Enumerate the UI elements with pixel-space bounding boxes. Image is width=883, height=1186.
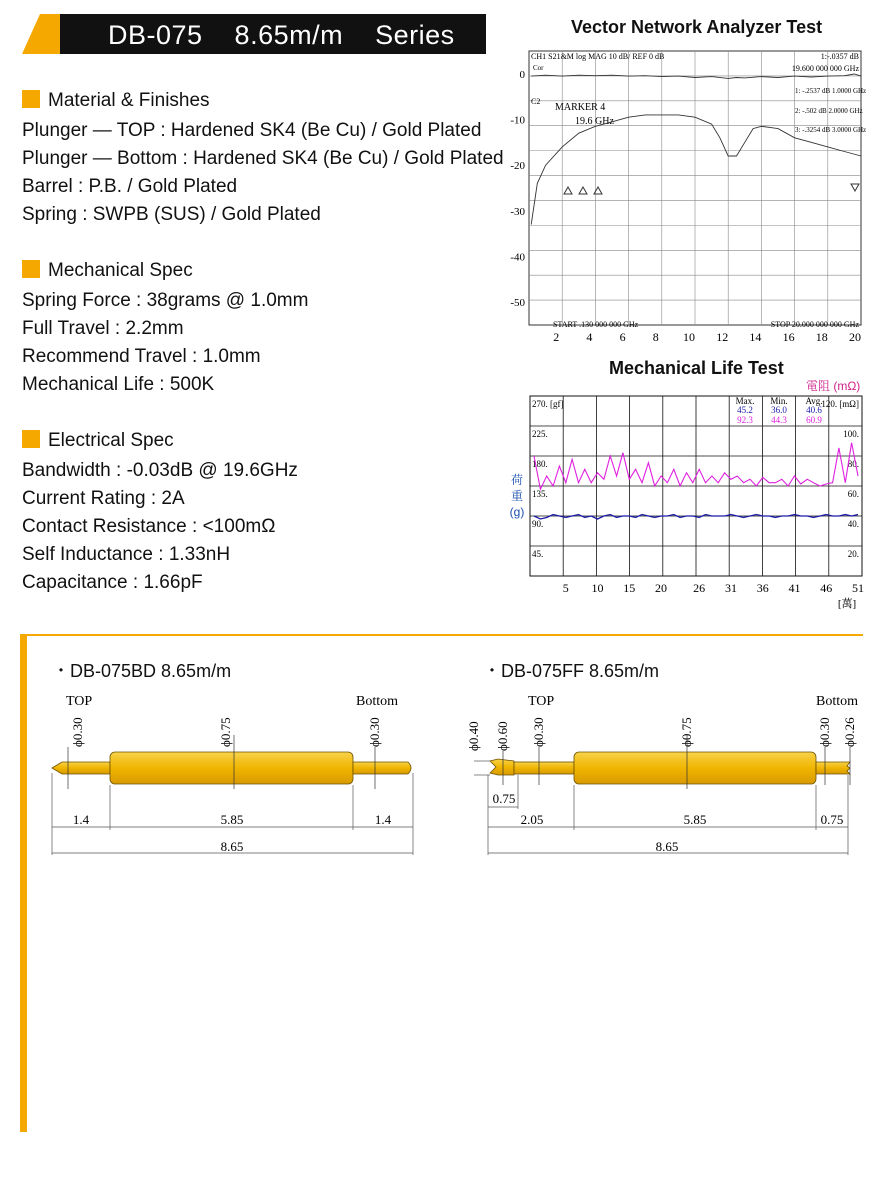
spec-line: Mechanical Life : 500K [22, 374, 215, 395]
length-label: 0.75 [820, 812, 844, 827]
drawing-title-bd: ・DB-075BD 8.65m/m [52, 661, 232, 681]
electrical-section [22, 429, 298, 597]
left-tick-label: 90. [532, 519, 544, 529]
barrel [574, 752, 816, 784]
vna-marker-3: 3: -.3254 dB 3.0000 GHz [795, 126, 867, 134]
left-tick-label: 225. [532, 429, 548, 439]
spec-line: Contact Resistance : <100mΩ [22, 516, 276, 537]
bottom-plunger [353, 762, 411, 774]
total-length-label: 8.65 [220, 839, 244, 854]
spec-line: Full Travel : 2.2mm [22, 318, 184, 339]
x-tick-label: 4 [586, 330, 593, 344]
x-tick-label: 31 [724, 581, 737, 595]
life-x-ticks [563, 581, 864, 595]
divider-vertical [20, 634, 27, 1132]
length-label: 1.4 [374, 812, 392, 827]
stat-header-min: Min. [770, 396, 788, 406]
spec-line: Spring Force : 38grams @ 1.0mm [22, 290, 309, 311]
section-heading-mechanical: Mechanical Spec [22, 259, 308, 283]
spec-line: Self Inductance : 1.33nH [22, 544, 231, 565]
bottom-label: Bottom [356, 694, 399, 709]
y-tick-label: 0 [519, 68, 525, 81]
spec-line: Current Rating : 2A [22, 488, 185, 509]
probe-drawing-bd [40, 685, 430, 865]
spec-line: Recommend Travel : 1.0mm [22, 346, 261, 367]
vna-chart [505, 46, 867, 346]
stat-header-max: Max. [735, 396, 755, 406]
x-tick-label: 15 [623, 581, 636, 595]
right-tick-label: 100. [843, 429, 859, 439]
length-label: 2.05 [520, 812, 544, 827]
vna-y-ticks [510, 69, 525, 309]
life-x-unit: [萬] [837, 598, 857, 610]
left-tick-label: 270. [gf] [532, 399, 564, 409]
x-tick-label: 6 [619, 330, 626, 344]
bullet-square-icon [22, 430, 40, 448]
left-tick-label: 45. [532, 549, 544, 559]
top-plunger [514, 762, 574, 774]
diameter-label: ϕ0.30 [531, 717, 546, 747]
bullet-square-icon [22, 90, 40, 108]
probe-drawing-ff [462, 685, 862, 865]
diameter-label: ϕ0.26 [842, 717, 857, 747]
vna-header-right: 1:-.0357 dB [820, 52, 859, 61]
life-chart [529, 395, 869, 613]
x-tick-label: 12 [716, 330, 729, 344]
stat-res-max: 45.2 [737, 405, 753, 415]
mechanical-section [22, 259, 308, 399]
top-plunger [52, 762, 110, 774]
bottom-label: Bottom [816, 694, 859, 709]
vna-marker-label: MARKER 4 [555, 102, 606, 113]
x-tick-label: 16 [782, 330, 795, 344]
vna-stop-label: STOP 20.000 000 000 GHz [770, 320, 859, 329]
resistance-unit-label: 電阻 (mΩ) [806, 379, 861, 393]
vna-chart-title: Vector Network Analyzer Test [571, 17, 823, 37]
right-tick-label: 80. [847, 459, 859, 469]
life-chart-title: Mechanical Life Test [609, 358, 784, 378]
section-heading-material: Material & Finishes [22, 89, 504, 113]
x-tick-label: 18 [815, 330, 828, 344]
total-length-label: 8.65 [655, 839, 679, 854]
vna-marker-freq: 19.6 GHz [575, 116, 614, 127]
stat-res-min: 36.0 [771, 405, 787, 415]
bottom-plunger [816, 762, 850, 774]
y-tick-label: -50 [510, 297, 525, 310]
x-tick-label: 10 [683, 330, 695, 344]
right-tick-label: 120. [mΩ] [821, 399, 859, 409]
diameter-label: ϕ0.75 [218, 717, 233, 747]
length-label: 0.75 [492, 791, 516, 806]
y-tick-label: -10 [510, 114, 525, 127]
left-tick-label: 135. [532, 489, 548, 499]
vna-marker-1: 1: -.2537 dB 1.0000 GHz [795, 87, 867, 95]
drawing-title-ff: ・DB-075FF 8.65m/m [483, 661, 660, 681]
diameter-label: ϕ0.30 [367, 717, 382, 747]
left-tick-label: 180. [532, 459, 548, 469]
vna-marker-2: 2: -.502 dB 2.0000 GHz [795, 107, 863, 115]
x-tick-label: 20 [655, 581, 668, 595]
vna-start-label: START .130 000 000 GHz [553, 320, 639, 329]
vna-header-left: CH1 S21&M log MAG 10 dB/ REF 0 dB [531, 52, 665, 61]
right-tick-label: 60. [847, 489, 859, 499]
vna-cor-label: Cor [533, 64, 544, 72]
x-tick-label: 2 [553, 330, 560, 344]
length-label: 5.85 [220, 812, 244, 827]
spec-line: Spring : SWPB (SUS) / Gold Plated [22, 204, 321, 225]
x-tick-label: 14 [749, 330, 762, 344]
spec-line: Plunger — TOP : Hardened SK4 (Be Cu) / Gold Plated [22, 120, 482, 141]
stat-header-avg: Avg. [805, 396, 823, 406]
barrel [110, 752, 353, 784]
life-stats [736, 396, 823, 425]
spec-line: Barrel : P.B. / Gold Plated [22, 176, 238, 197]
y-tick-label: -40 [510, 251, 525, 264]
y-tick-label: -30 [510, 205, 525, 218]
spec-line: Plunger — Bottom : Hardened SK4 (Be Cu) / Gold Plated [22, 148, 504, 169]
y-tick-label: -20 [510, 160, 525, 173]
bullet-square-icon [22, 260, 40, 278]
right-tick-label: 40. [847, 519, 859, 529]
divider-horizontal [20, 634, 863, 636]
stat-force-avg: 60.9 [806, 415, 822, 425]
section-heading-electrical: Electrical Spec [22, 429, 298, 453]
diameter-label: ϕ0.40 [466, 721, 481, 751]
vna-channel-label: C2 [531, 97, 541, 106]
x-tick-label: 41 [788, 581, 801, 595]
top-label: TOP [66, 694, 93, 709]
diameter-label: ϕ0.30 [70, 717, 85, 747]
spec-line: Bandwidth : -0.03dB @ 19.6GHz [22, 460, 298, 481]
top-label: TOP [528, 694, 555, 709]
force-axis-label: 荷 重 (g) [509, 473, 525, 519]
length-label: 1.4 [72, 812, 90, 827]
length-label: 5.85 [683, 812, 707, 827]
x-tick-label: 10 [591, 581, 604, 595]
diameter-label: ϕ0.60 [495, 721, 510, 751]
stat-force-min: 44.3 [771, 415, 787, 425]
stat-force-max: 92.3 [737, 415, 753, 425]
x-tick-label: 36 [756, 581, 769, 595]
material-section [22, 89, 504, 229]
diameter-label: ϕ0.75 [679, 717, 694, 747]
spec-line: Capacitance : 1.66pF [22, 572, 203, 593]
vna-freq-readout: 19.600 000 000 GHz [791, 64, 859, 73]
right-tick-label: 20. [847, 549, 859, 559]
x-tick-label: 5 [562, 581, 569, 595]
x-tick-label: 8 [652, 330, 659, 344]
stat-res-avg: 40.6 [806, 405, 822, 415]
x-tick-label: 46 [820, 581, 833, 595]
crown-tip [490, 759, 514, 775]
vna-x-ticks [553, 330, 861, 344]
page-title: DB-075 8.65m/m Series [108, 20, 455, 50]
diameter-label: ϕ0.30 [817, 717, 832, 747]
title-accent [22, 14, 62, 54]
x-tick-label: 20 [849, 330, 861, 344]
x-tick-label: 51 [852, 581, 864, 595]
x-tick-label: 26 [693, 581, 706, 595]
